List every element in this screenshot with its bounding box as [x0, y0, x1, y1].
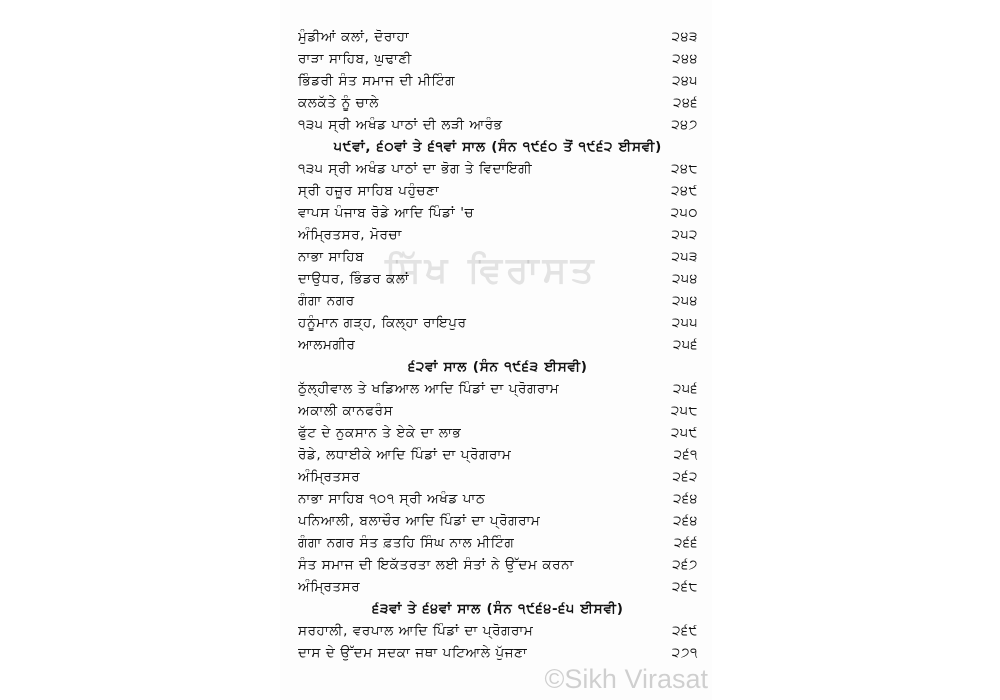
toc-entry-page: ੨੪੩	[671, 29, 698, 45]
toc-entry-title: ਪਨਿਆਲੀ, ਬਲਾਚੌਰ ਆਦਿ ਪਿੰਡਾਂ ਦਾ ਪ੍ਰੋਗਰਾਮ	[298, 513, 541, 529]
toc-entry-title: ਅੰਮ੍ਰਿਤਸਰ	[298, 469, 361, 485]
toc-entry-page: ੨੬੪	[673, 513, 698, 529]
toc-entry-title: ਭਿੰਡਰੀ ਸੰਤ ਸਮਾਜ ਦੀ ਮੀਟਿੰਗ	[298, 73, 456, 89]
toc-entry-page: ੨੫੬	[672, 337, 698, 353]
toc-entry	[298, 444, 698, 466]
toc-entry-title: ਸ੍ਰੀ ਹਜ਼ੂਰ ਸਾਹਿਬ ਪਹੁੰਚਣਾ	[298, 183, 440, 199]
toc-entry	[298, 70, 698, 92]
toc-entry-page: ੨੫੫	[671, 315, 698, 331]
toc-entry-title: ਗੰਗਾ ਨਗਰ	[298, 293, 355, 309]
toc-entry-page: ੨੬੧	[673, 447, 698, 463]
toc-entry-title: ਰਾੜਾ ਸਾਹਿਬ, ਘੁਢਾਣੀ	[298, 51, 412, 67]
toc-entry-page: ੨੫੪	[672, 271, 698, 287]
toc-entry-page: ੨੪੫	[672, 73, 698, 89]
toc-entry-title: ੧੩੫ ਸ੍ਰੀ ਅਖੰਡ ਪਾਠਾਂ ਦੀ ਲੜੀ ਆਰੰਭ	[298, 117, 503, 133]
toc-entry-title: ਅੰਮ੍ਰਿਤਸਰ	[298, 579, 361, 595]
toc-entry	[298, 158, 698, 180]
toc-entry-page: ੨੪੯	[671, 183, 698, 199]
toc-entry-page: ੨੬੪	[673, 491, 698, 507]
watermark-copyright: ©Sikh Virasat	[544, 664, 708, 694]
toc-entry	[298, 114, 698, 136]
toc-entry-title: ਸਰਹਾਲੀ, ਵਰਪਾਲ ਆਦਿ ਪਿੰਡਾਂ ਦਾ ਪ੍ਰੋਗਰਾਮ	[298, 623, 534, 639]
toc-entry	[298, 576, 698, 598]
toc-entry	[298, 400, 698, 422]
table-of-contents	[298, 26, 698, 664]
toc-entry-title: ਹਨੂੰਮਾਨ ਗੜ੍ਹ, ਕਿਲ੍ਹਾ ਰਾਇਪੁਰ	[298, 315, 467, 331]
toc-entry-title: ਰੋਡੇ, ਲਧਾਈਕੇ ਆਦਿ ਪਿੰਡਾਂ ਦਾ ਪ੍ਰੋਗਰਾਮ	[298, 447, 512, 463]
toc-entry-title: ਅੰਮ੍ਰਿਤਸਰ, ਮੋਰਚਾ	[298, 227, 403, 243]
toc-entry-title: ਦਾਉਧਰ, ਭਿੰਡਰ ਕਲਾਂ	[298, 271, 410, 287]
toc-entry	[298, 466, 698, 488]
toc-entry	[298, 642, 698, 664]
toc-entry-title: ਕਲਕੱਤੇ ਨੂੰ ਚਾਲੇ	[298, 95, 380, 111]
toc-entry-page: ੨੫੦	[670, 205, 698, 221]
toc-entry-page: ੨੫੮	[670, 403, 698, 419]
toc-entry	[298, 510, 698, 532]
toc-entry-title: ਮੁੰਡੀਆਂ ਕਲਾਂ, ਦੋਰਾਹਾ	[298, 29, 410, 45]
toc-entry	[298, 334, 698, 356]
toc-entry	[298, 26, 698, 48]
toc-entry-page: ੨੫੯	[671, 425, 698, 441]
toc-entry-title: ਨਾਭਾ ਸਾਹਿਬ ੧੦੧ ਸ੍ਰੀ ਅਖੰਡ ਪਾਠ	[298, 491, 486, 507]
toc-entry-page: ੨੪੭	[671, 117, 698, 133]
toc-entry-page: ੨੬੯	[672, 623, 698, 639]
toc-entry	[298, 532, 698, 554]
toc-entry-page: ੨੫੨	[671, 227, 698, 243]
toc-entry-page: ੨੫੬	[672, 381, 698, 397]
toc-entry-title: ਫੁੱਟ ਦੇ ਨੁਕਸਾਨ ਤੇ ਏਕੇ ਦਾ ਲਾਭ	[298, 425, 462, 441]
toc-entry	[298, 290, 698, 312]
toc-entry	[298, 422, 698, 444]
section-heading: ੬੨ਵਾਂ ਸਾਲ (ਸੰਨ ੧੯੬੩ ਈਸਵੀ)	[408, 359, 588, 375]
toc-entry	[298, 554, 698, 576]
toc-entry-title: ਦਾਸ ਦੇ ਉੱਦਮ ਸਦਕਾ ਜਥਾ ਪਟਿਆਲੇ ਪੁੱਜਣਾ	[298, 645, 528, 661]
toc-entry-title: ਨਾਭਾ ਸਾਹਿਬ	[298, 249, 365, 265]
toc-entry	[298, 224, 698, 246]
toc-entry	[298, 620, 698, 642]
toc-entry-title: ਅਕਾਲੀ ਕਾਨਫਰੰਸ	[298, 403, 394, 419]
toc-entry-title: ੧੩੫ ਸ੍ਰੀ ਅਖੰਡ ਪਾਠਾਂ ਦਾ ਭੋਗ ਤੇ ਵਿਦਾਇਗੀ	[298, 161, 533, 177]
watermark-center: ਸਿੱਖ ਵਿਰਾਸਤ	[385, 250, 598, 291]
toc-entry	[298, 202, 698, 224]
toc-entry	[298, 180, 698, 202]
section-heading: ੫੯ਵਾਂ, ੬੦ਵਾਂ ਤੇ ੬੧ਵਾਂ ਸਾਲ (ਸੰਨ ੧੯੬੦ ਤੋਂ ੧੯੬੨ ਈਸਵੀ)	[333, 139, 663, 155]
toc-entry-page: ੨੬੮	[672, 579, 698, 595]
toc-entry-page: ੨੬੭	[672, 557, 698, 573]
toc-entry-page: ੨੪੪	[672, 51, 698, 67]
toc-entry-page: ੨੪੮	[671, 161, 698, 177]
toc-entry-title: ਗੰਗਾ ਨਗਰ ਸੰਤ ਫ਼ਤਹਿ ਸਿੰਘ ਨਾਲ ਮੀਟਿੰਗ	[298, 535, 515, 551]
toc-entry-page: ੨੪੬	[673, 95, 698, 111]
toc-entry-title: ਠੁੱਲ੍ਹੀਵਾਲ ਤੇ ਖਡਿਆਲ ਆਦਿ ਪਿੰਡਾਂ ਦਾ ਪ੍ਰੋਗਰਾਮ	[298, 381, 560, 397]
toc-entry-page: ੨੬੬	[674, 535, 698, 551]
toc-entry	[298, 48, 698, 70]
toc-entry-page: ੨੫੪	[672, 293, 698, 309]
toc-entry	[298, 92, 698, 114]
toc-entry-title: ਵਾਪਸ ਪੰਜਾਬ ਰੋਡੇ ਆਦਿ ਪਿੰਡਾਂ 'ਚ	[298, 205, 475, 221]
toc-entry-title: ਆਲਮਗੀਰ	[298, 337, 356, 353]
toc-entry	[298, 312, 698, 334]
toc-entry-title: ਸੰਤ ਸਮਾਜ ਦੀ ਇਕੱਤਰਤਾ ਲਈ ਸੰਤਾਂ ਨੇ ਉੱਦਮ ਕਰਨਾ	[298, 557, 575, 573]
section-heading: ੬੩ਵਾਂ ਤੇ ੬੪ਵਾਂ ਸਾਲ (ਸੰਨ ੧੯੬੪-੬੫ ਈਸਵੀ)	[372, 601, 624, 617]
toc-entry-page: ੨੭੧	[671, 645, 698, 661]
toc-entry	[298, 378, 698, 400]
toc-entry	[298, 488, 698, 510]
toc-entry-page: ੨੬੨	[672, 469, 698, 485]
toc-entry-page: ੨੫੩	[671, 249, 698, 265]
